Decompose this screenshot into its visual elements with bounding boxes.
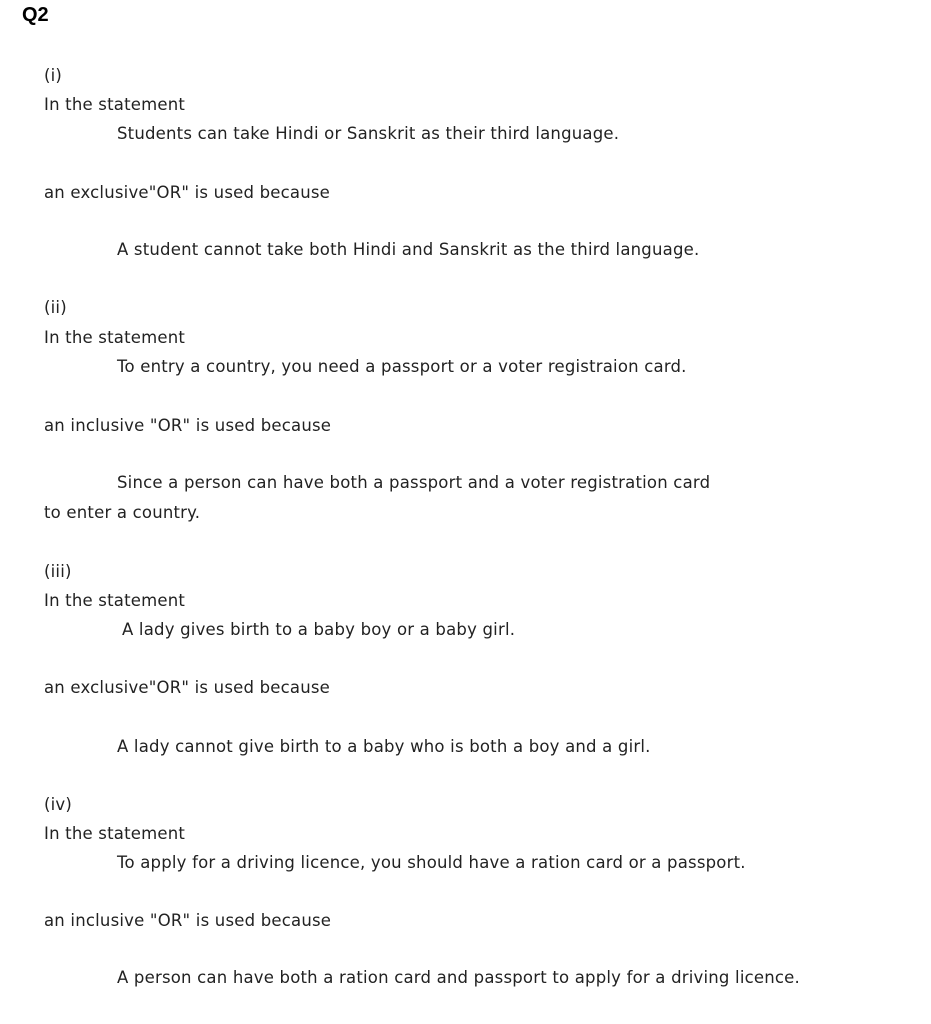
part-2-label: (ii): [44, 298, 67, 317]
part-4-label: (iv): [44, 795, 73, 814]
part-4-reason: A person can have both a ration card and passport to apply for a driving licence.: [117, 968, 800, 987]
part-4-statement: To apply for a driving licence, you should have a ration card or a passport.: [117, 853, 746, 872]
part-3-reason: A lady cannot give birth to a baby who is both a boy and a girl.: [117, 737, 651, 756]
part-2-statement: To entry a country, you need a passport or a voter registraion card.: [117, 357, 687, 376]
part-1-statement: Students can take Hindi or Sanskrit as their third language.: [117, 124, 620, 143]
part-2-reason-intro: an inclusive "OR" is used because: [44, 416, 332, 435]
question-title: Q2: [22, 4, 49, 26]
part-4-intro: In the statement: [44, 824, 186, 843]
part-1-reason: A student cannot take both Hindi and Sanskrit as the third language.: [117, 240, 700, 259]
part-4-reason-intro: an inclusive "OR" is used because: [44, 911, 332, 930]
part-3-label: (iii): [44, 562, 72, 581]
part-1-label: (i): [44, 66, 63, 85]
part-3-statement: A lady gives birth to a baby boy or a baby girl.: [122, 620, 516, 639]
part-3-reason-intro: an exclusive"OR" is used because: [44, 678, 330, 697]
part-2-reason-continued: to enter a country.: [44, 503, 201, 522]
part-3-intro: In the statement: [44, 591, 186, 610]
part-2-intro: In the statement: [44, 328, 186, 347]
part-1-reason-intro: an exclusive"OR" is used because: [44, 183, 330, 202]
part-2-reason: Since a person can have both a passport and a voter registration card: [117, 473, 711, 492]
part-1-intro: In the statement: [44, 95, 186, 114]
